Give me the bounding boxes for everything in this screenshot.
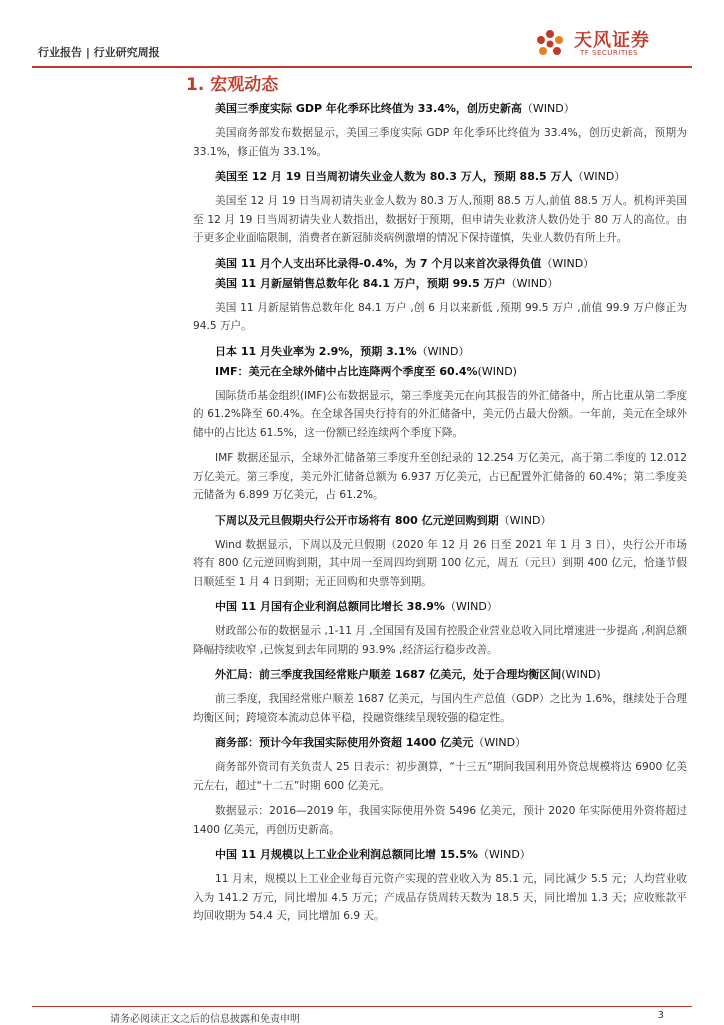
news-paragraph: 财政部公布的数据显示 ,1-11 月 ,全国国有及国有控股企业营业总收入同比增速进一步提高 ,利润总额降幅持续收窄 ,已恢复到去年同期的 93.9% ,经济运行稳步改善。: [193, 625, 687, 656]
news-headline: 中国 11 月规模以上工业企业利润总额同比增 15.5%: [215, 848, 478, 861]
news-paragraph: 美国至 12 月 19 日当周初请失业金人数为 80.3 万人,预期 88.5 万人,前值 88.5 万人。机构评美国至 12 月 19 日当周初请失业人数指出，数据好于预期，但申请失业救济人数仍处于 80 万人的高位。由于更多企业面临限制，消费者在新冠肺炎病例激增的情况下保持谨慎，失业人数仍有所上升。: [193, 195, 687, 244]
logo: [530, 22, 690, 66]
news-paragraph: IMF 数据还显示，全球外汇储备第三季度升至创纪录的 12.254 万亿美元，高于第二季度的 12.012 万亿美元。第三季度，美元外汇储备总额为 6.937 万亿美元，占已配置外汇储备的 60.4%；第二季度美元储备为 6.899 万亿美元，占 61.2%。: [193, 452, 687, 501]
news-source: （WIND）: [473, 736, 527, 749]
news-headline: 美国 11 月新屋销售总数年化 84.1 万户，预期 99.5 万户: [215, 276, 506, 290]
news-source: （WIND）: [541, 256, 595, 270]
news-source: （WIND）: [416, 344, 470, 358]
news-headline: 美国至 12 月 19 日当周初请失业金人数为 80.3 万人，预期 88.5 万人: [215, 170, 573, 183]
news-source: （WIND）: [444, 600, 498, 613]
footer-disclaimer: 请务必阅读正文之后的信息披露和免责申明: [110, 1014, 300, 1025]
news-source: (WIND): [561, 668, 601, 681]
news-source: （WIND）: [498, 513, 552, 527]
news-headline: 美国三季度实际 GDP 年化季环比终值为 33.4%，创历史新高: [215, 102, 522, 115]
flower-logo-icon: [530, 24, 570, 64]
news-source: （WIND）: [521, 102, 575, 115]
news-paragraph: 11 月末，规模以上工业企业每百元资产实现的营业收入为 85.1 元，同比减少 5.5 元；人均营业收入为 141.2 万元，同比增加 4.5 万元；产成品存货周转天数为 18.5 天，同比增加 1.3 天；应收账款平均回收期为 54.4 天，同比增加 6.9 天。: [193, 873, 687, 922]
news-source: （WIND）: [505, 276, 559, 290]
news-item-title: [215, 512, 687, 530]
news-item-title: [215, 666, 687, 684]
news-item-title: [215, 255, 687, 273]
news-paragraph: 国际货币基金组织(IMF)公布数据显示，第三季度美元在向其报告的外汇储备中，所占比重从第二季度的 61.2%降至 60.4%。在全球各国央行持有的外汇储备中，美元仍占最大份额。一年前，美元在全球外储中的占比达 61.5%，这一份额已经连续两个季度下降。: [193, 389, 687, 439]
news-headline: 下周以及元旦假期央行公开市场将有 800 亿元逆回购到期: [215, 513, 499, 527]
news-item-title: [215, 100, 687, 118]
news-item-title: [215, 275, 687, 293]
news-paragraph: 美国 11 月新屋销售总数年化 84.1 万户 ,创 6 月以来新低 ,预期 99.5 万户 ,前值 99.9 万户修正为 94.5 万户。: [193, 301, 687, 332]
news-headline: 中国 11 月国有企业利润总额同比增长 38.9%: [215, 600, 445, 613]
news-headline: 商务部：预计今年我国实际使用外资超 1400 亿美元: [215, 736, 474, 749]
news-list: [193, 100, 687, 933]
news-paragraph: 商务部外资司有关负责人 25 日表示：初步测算，“十三五”期间我国利用外资总规模将达 6900 亿美元左右，超过“十二五”时期 600 亿美元。: [193, 761, 687, 792]
news-item-title: [215, 363, 687, 381]
page-number: 3: [657, 1010, 664, 1021]
news-paragraph: 数据显示：2016—2019 年，我国实际使用外资 5496 亿美元，预计 2020 年实际使用外资将超过 1400 亿美元，再创历史新高。: [193, 805, 687, 836]
news-source: （WIND）: [477, 848, 531, 861]
section-title: 1. 宏观动态: [186, 75, 279, 95]
header-divider: [32, 66, 692, 68]
news-headline: IMF：美元在全球外储中占比连降两个季度至 60.4%: [215, 364, 478, 378]
news-headline: 日本 11 月失业率为 2.9%，预期 3.1%: [215, 344, 417, 358]
news-item-title: [215, 598, 687, 616]
logo-subtitle: TF SECURITIES: [580, 49, 639, 57]
news-item-title: [215, 734, 687, 752]
logo-name: 天风证券: [574, 30, 650, 51]
news-source: (WIND): [477, 364, 517, 378]
news-headline: 外汇局：前三季度我国经常账户顺差 1687 亿美元，处于合理均衡区间: [215, 668, 562, 681]
news-item-title: [215, 846, 687, 864]
news-paragraph: 前三季度，我国经常账户顺差 1687 亿美元，与国内生产总值（GDP）之比为 1.6%，继续处于合理均衡区间；跨境资本流动总体平稳，投融资继续呈现较强的稳定性。: [193, 693, 687, 724]
news-item-title: [215, 343, 687, 361]
header-breadcrumb: 行业报告 | 行业研究周报: [38, 46, 160, 59]
news-paragraph: Wind 数据显示，下周以及元旦假期（2020 年 12 月 26 日至 2021 年 1 月 3 日），央行公开市场将有 800 亿元逆回购到期，其中周一至周四均到期 100 亿元，周五（元旦）到期 400 亿元，恰逢节假日顺延至 1 月 4 日到期；无正回购和央票等到期。: [193, 538, 687, 588]
news-paragraph: 美国商务部发布数据显示，美国三季度实际 GDP 年化季环比终值为 33.4%，创历史新高，预期为 33.1%，修正值为 33.1%。: [193, 127, 687, 158]
news-item-title: [215, 168, 687, 186]
news-headline: 美国 11 月个人支出环比录得-0.4%，为 7 个月以来首次录得负值: [215, 256, 542, 270]
footer-divider: [32, 1006, 692, 1007]
news-source: （WIND）: [572, 170, 626, 183]
